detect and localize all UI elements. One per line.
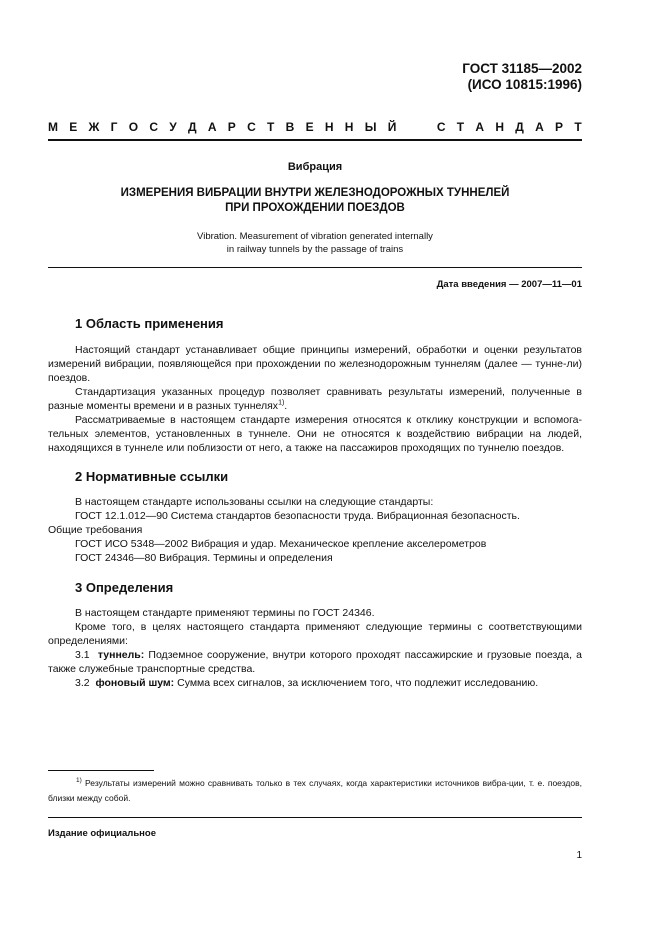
banner-letter: Р bbox=[555, 120, 564, 134]
banner-letter: Т bbox=[574, 120, 582, 134]
banner-letter bbox=[408, 120, 411, 134]
date-of-introduction: Дата введения — 2007—11—01 bbox=[436, 279, 582, 290]
section-1-paragraph-text: Стандартизация указанных процедур позволяет сравнивать результаты измерений, полученные в разные моменты времени и в разных туннелях bbox=[48, 386, 582, 412]
reference-item: ГОСТ 12.1.012—90 Система стандартов безопасности труда. Вибрационная безопасность. bbox=[75, 510, 520, 522]
section-2-heading: 2 Нормативные ссылки bbox=[75, 469, 229, 484]
banner-letter: Г bbox=[110, 120, 118, 134]
banner-letter: Е bbox=[305, 120, 314, 134]
banner-letter: Й bbox=[387, 120, 397, 134]
banner-letter bbox=[422, 120, 425, 134]
definition-term: фоновый шум: bbox=[95, 677, 175, 689]
footnote-ref: 1) bbox=[278, 399, 285, 407]
header-rule bbox=[48, 139, 582, 141]
footnote-text: Результаты измерений можно сравнивать только в тех случаях, когда характеристики источников вибра-ции, т. е. поездов, близки между собой. bbox=[48, 777, 582, 803]
title-en-line1: Vibration. Measurement of vibration generated internally bbox=[197, 231, 433, 242]
title-rule bbox=[48, 267, 582, 268]
banner-letter: С bbox=[149, 120, 159, 134]
section-1-body bbox=[48, 343, 582, 455]
footer-rule bbox=[48, 817, 582, 818]
banner-letter: С bbox=[247, 120, 256, 134]
section-1-paragraph: Рассматриваемые в настоящем стандарте измерения относятся к отклику конструкции и вспомога-тельных элементов, установленных в туннеле. Они не относятся к воздействию вибрации на людей, находящихся в туннеле или поблизости от него, а также на пассажиров проходящих по туннелю поездов. bbox=[48, 414, 582, 454]
banner-letter: А bbox=[475, 120, 485, 134]
iso-equivalent: (ИСО 10815:1996) bbox=[467, 77, 582, 92]
banner-letter: В bbox=[285, 120, 295, 134]
banner-letter: А bbox=[535, 120, 544, 134]
footnote-separator bbox=[48, 770, 154, 771]
section-3-paragraph: Кроме того, в целях настоящего стандарта применяют следующие термины с соответствующими определениями: bbox=[48, 621, 582, 647]
section-1-heading: 1 Область применения bbox=[75, 316, 224, 331]
banner-letter: А bbox=[207, 120, 217, 134]
section-2-body bbox=[48, 495, 582, 565]
banner-letter: Н bbox=[495, 120, 504, 134]
banner-letter: Ы bbox=[364, 120, 377, 134]
banner-letter: Т bbox=[267, 120, 275, 134]
footnote bbox=[48, 773, 582, 806]
definition-text: Подземное сооружение, внутри которого проходят пассажирские и грузовые поезда, а также служебные транспортные средства. bbox=[48, 649, 582, 675]
definition-item bbox=[48, 648, 582, 676]
banner-letter: О bbox=[128, 120, 139, 134]
reference-item: ГОСТ 24346—80 Вибрация. Термины и определения bbox=[75, 552, 333, 564]
section-3-body bbox=[48, 606, 582, 690]
banner-letter: У bbox=[169, 120, 177, 134]
title-ru bbox=[48, 186, 582, 216]
page-number: 1 bbox=[576, 850, 582, 861]
official-edition-label: Издание официальное bbox=[48, 828, 156, 839]
banner-letter: Е bbox=[69, 120, 78, 134]
reference-item-continued: Общие требования bbox=[48, 524, 143, 536]
definition-item bbox=[48, 676, 582, 690]
banner-letter: Ж bbox=[88, 120, 100, 134]
definition-number: 3.2 bbox=[75, 677, 90, 689]
banner-letter: Д bbox=[515, 120, 524, 134]
banner-letter: Д bbox=[188, 120, 197, 134]
section-3-heading: 3 Определения bbox=[75, 580, 174, 595]
banner-letter: Р bbox=[227, 120, 236, 134]
section-1-paragraph: Настоящий стандарт устанавливает общие принципы измерений, обработки и оценки результатов измерений вибрации, появляющейся при прохождении по железнодорожным туннелям (далее — тунне-ли) поездов. bbox=[48, 344, 582, 384]
footnote-mark: 1) bbox=[76, 777, 82, 784]
title-en bbox=[48, 231, 582, 256]
title-ru-line1: ИЗМЕРЕНИЯ ВИБРАЦИИ ВНУТРИ ЖЕЛЕЗНОДОРОЖНЫХ ТУННЕЛЕЙ bbox=[120, 187, 510, 199]
banner-letter: Т bbox=[456, 120, 465, 134]
section-1-paragraph bbox=[48, 385, 582, 413]
title-group: Вибрация bbox=[287, 161, 343, 173]
banner-letter: М bbox=[48, 120, 58, 134]
section-3-paragraph: В настоящем стандарте применяют термины по ГОСТ 24346. bbox=[75, 607, 375, 619]
footnote-text-block bbox=[48, 773, 582, 806]
section-2-intro: В настоящем стандарте использованы ссылки на следующие стандарты: bbox=[75, 496, 434, 508]
definition-number: 3.1 bbox=[75, 649, 90, 661]
standard-designation bbox=[462, 61, 582, 93]
title-ru-line2: ПРИ ПРОХОЖДЕНИИ ПОЕЗДОВ bbox=[225, 202, 405, 214]
banner-letter: Н bbox=[324, 120, 334, 134]
interstate-standard-banner bbox=[48, 120, 582, 134]
definition-text: Сумма всех сигналов, за исключением того, что подлежит исследованию. bbox=[177, 677, 539, 689]
banner-letter: Н bbox=[344, 120, 354, 134]
period: . bbox=[284, 400, 288, 412]
standard-number: ГОСТ 31185—2002 bbox=[462, 61, 582, 76]
definition-term: туннель: bbox=[97, 649, 145, 661]
banner-letter: С bbox=[436, 120, 446, 134]
title-en-line2: in railway tunnels by the passage of trains bbox=[226, 243, 404, 255]
reference-item: ГОСТ ИСО 5348—2002 Вибрация и удар. Механическое крепление акселерометров bbox=[75, 538, 487, 550]
